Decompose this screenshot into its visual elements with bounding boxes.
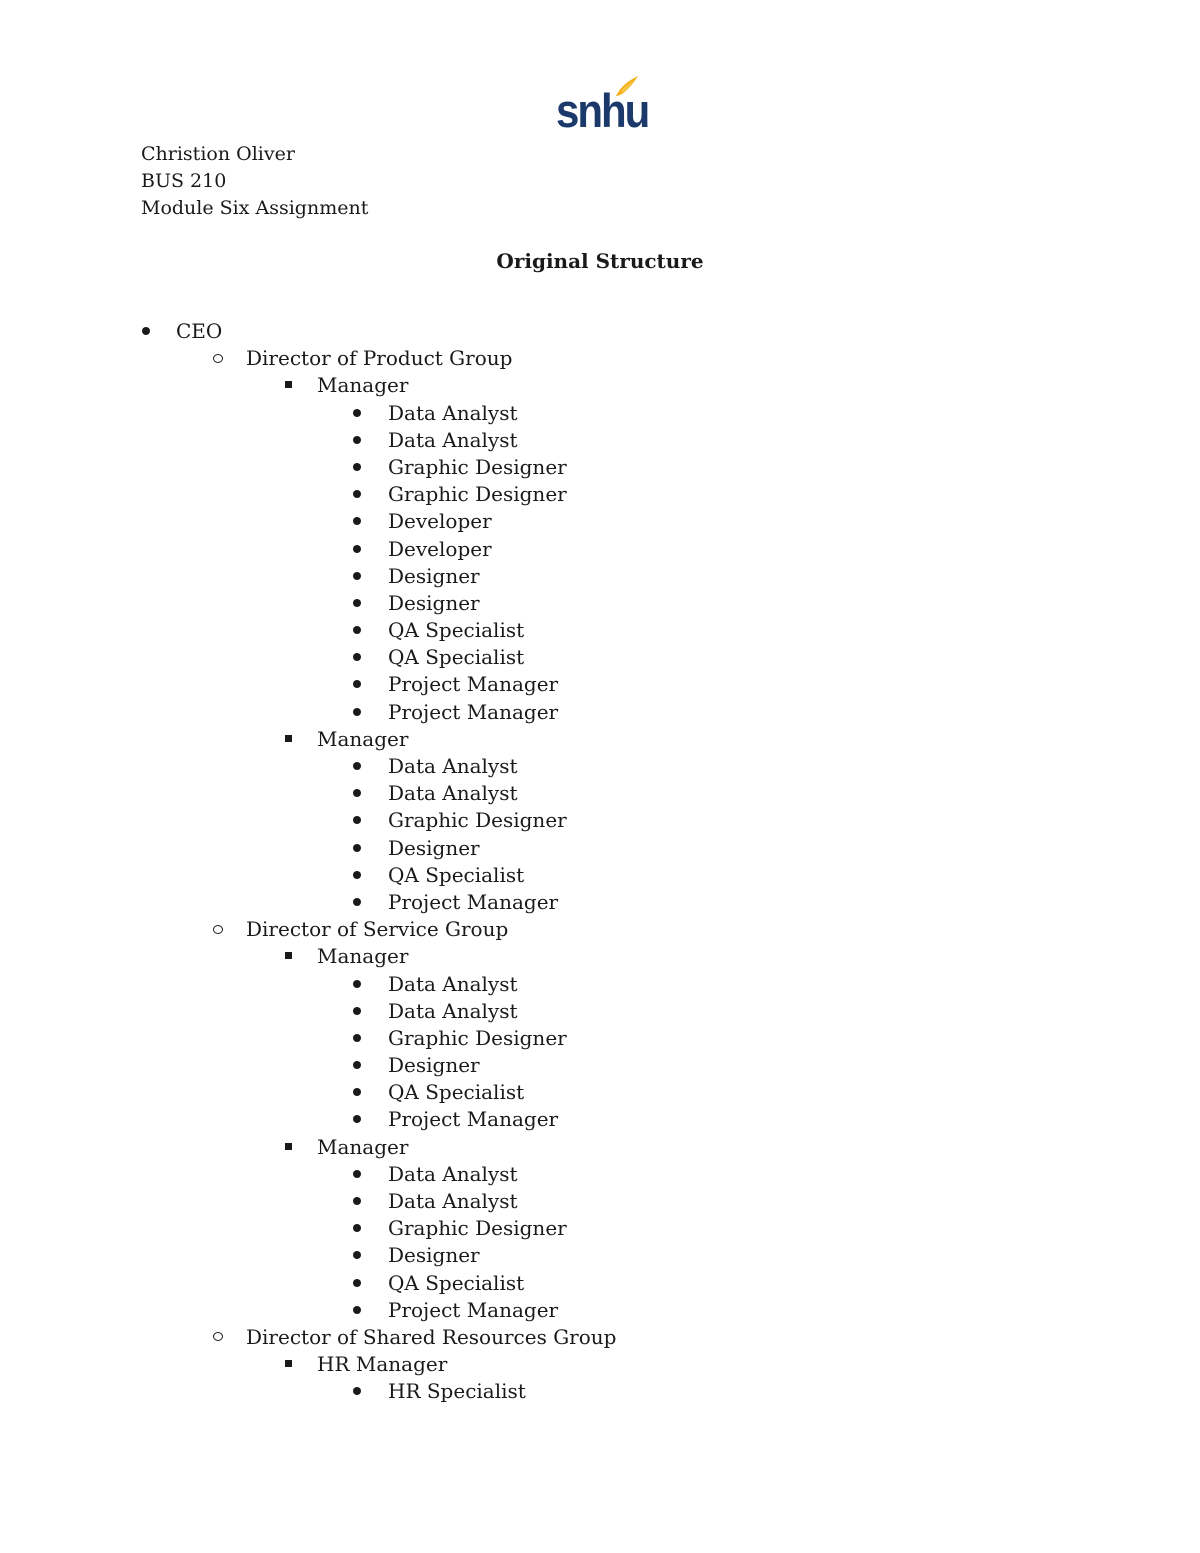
bullet-dot-icon xyxy=(347,1079,367,1106)
outline-item-label: Data Analyst xyxy=(388,1161,518,1186)
outline-item-level-3 xyxy=(0,1079,1200,1106)
outline-item-level-3 xyxy=(0,807,1200,834)
outline-item-level-2 xyxy=(0,943,1200,970)
outline-item-level-3 xyxy=(0,835,1200,862)
bullet-square-icon xyxy=(278,1134,298,1161)
bullet-dot-icon xyxy=(347,998,367,1025)
outline-item-level-3 xyxy=(0,454,1200,481)
bullet-ring-icon xyxy=(208,916,228,943)
bullet-dot-icon xyxy=(347,1215,367,1242)
outline-item-label: Developer xyxy=(388,536,492,561)
bullet-square-icon xyxy=(278,726,298,753)
bullet-dot-icon xyxy=(347,1242,367,1269)
outline-item-label: Designer xyxy=(388,590,480,615)
bullet-dot-icon xyxy=(347,644,367,671)
outline-item-level-3 xyxy=(0,427,1200,454)
outline-item-label: Designer xyxy=(388,563,480,588)
bullet-dot-icon xyxy=(347,671,367,698)
outline-item-level-1 xyxy=(0,345,1200,372)
outline-item-label: Graphic Designer xyxy=(388,1216,567,1241)
outline-item-level-3 xyxy=(0,1215,1200,1242)
bullet-dot-icon xyxy=(347,1161,367,1188)
outline-item-level-3 xyxy=(0,1106,1200,1133)
outline-item-level-3 xyxy=(0,671,1200,698)
outline-item-label: CEO xyxy=(176,319,223,343)
author-name: Christion Oliver xyxy=(141,143,295,165)
outline-item-label: Data Analyst xyxy=(388,427,518,452)
page-title: Original Structure xyxy=(496,249,704,273)
bullet-dot-icon xyxy=(347,835,367,862)
outline-item-level-3 xyxy=(0,753,1200,780)
outline-item-label: Graphic Designer xyxy=(388,808,567,833)
outline-item-label: Data Analyst xyxy=(388,971,518,996)
bullet-dot-icon xyxy=(347,699,367,726)
outline-item-level-2 xyxy=(0,1351,1200,1378)
logo-wordmark: snhu xyxy=(556,84,649,138)
outline-item-level-3 xyxy=(0,1052,1200,1079)
outline-item-level-3 xyxy=(0,1270,1200,1297)
outline-item-level-3 xyxy=(0,508,1200,535)
bullet-dot-icon xyxy=(347,1297,367,1324)
outline-item-level-2 xyxy=(0,1134,1200,1161)
outline-item-label: Project Manager xyxy=(388,889,559,914)
outline-item-level-3 xyxy=(0,400,1200,427)
bullet-dot-icon xyxy=(347,1378,367,1405)
outline-item-label: Data Analyst xyxy=(388,754,518,778)
outline-item-level-3 xyxy=(0,590,1200,617)
outline-item-label: QA Specialist xyxy=(388,618,525,643)
outline-item-label: Data Analyst xyxy=(388,998,518,1023)
outline-item-level-2 xyxy=(0,726,1200,753)
outline-item-level-3 xyxy=(0,1188,1200,1215)
outline-item-level-3 xyxy=(0,617,1200,644)
outline-item-level-3 xyxy=(0,644,1200,671)
outline-item-level-3 xyxy=(0,1297,1200,1324)
bullet-dot-icon xyxy=(347,1270,367,1297)
bullet-dot-icon xyxy=(347,1052,367,1079)
outline-item-label: QA Specialist xyxy=(388,1080,525,1105)
bullet-dot-icon xyxy=(347,1025,367,1052)
bullet-dot-icon xyxy=(347,862,367,889)
outline-item-level-1 xyxy=(0,916,1200,943)
outline-item-level-1 xyxy=(0,1324,1200,1351)
bullet-dot-icon xyxy=(347,454,367,481)
outline-item-label: Project Manager xyxy=(388,672,559,697)
bullet-dot-icon xyxy=(347,427,367,454)
outline-item-label: QA Specialist xyxy=(388,862,525,887)
outline-item-level-3 xyxy=(0,536,1200,563)
outline-item-level-2 xyxy=(0,372,1200,399)
bullet-dot-icon xyxy=(347,971,367,998)
outline-item-label: QA Specialist xyxy=(388,1270,525,1295)
outline-item-level-3 xyxy=(0,971,1200,998)
outline-item-label: Data Analyst xyxy=(388,781,518,806)
outline-item-level-3 xyxy=(0,780,1200,807)
outline-item-level-3 xyxy=(0,1242,1200,1269)
course-code: BUS 210 xyxy=(141,170,227,192)
bullet-dot-icon xyxy=(347,563,367,590)
bullet-square-icon xyxy=(278,1351,298,1378)
outline-item-label: Project Manager xyxy=(388,1297,559,1322)
bullet-dot-icon xyxy=(347,400,367,427)
outline-item-label: Data Analyst xyxy=(388,1189,518,1213)
bullet-dot-icon xyxy=(347,536,367,563)
outline-item-label: Manager xyxy=(317,726,409,751)
bullet-dot-icon xyxy=(347,889,367,916)
bullet-square-icon xyxy=(278,372,298,399)
outline-item-label: Project Manager xyxy=(388,699,559,724)
bullet-ring-icon xyxy=(208,345,228,372)
outline-item-level-3 xyxy=(0,998,1200,1025)
outline-item-label: Graphic Designer xyxy=(388,1025,567,1050)
outline-item-label: Developer xyxy=(388,509,492,534)
outline-item-label: Graphic Designer xyxy=(388,454,567,479)
bullet-dot-icon xyxy=(136,318,156,345)
outline-item-label: Manager xyxy=(317,944,409,969)
document-header xyxy=(141,141,368,222)
outline-item-level-3 xyxy=(0,699,1200,726)
outline-item-level-3 xyxy=(0,1161,1200,1188)
outline-item-level-3 xyxy=(0,563,1200,590)
outline-item-label: Designer xyxy=(388,1053,480,1078)
outline-item-level-3 xyxy=(0,1378,1200,1405)
outline-item-level-3 xyxy=(0,481,1200,508)
outline-item-label: Director of Product Group xyxy=(246,346,513,371)
assignment-name: Module Six Assignment xyxy=(141,197,369,219)
org-structure-outline xyxy=(0,318,1200,1406)
bullet-dot-icon xyxy=(347,1188,367,1215)
outline-item-label: Director of Shared Resources Group xyxy=(246,1324,617,1349)
outline-item-label: Project Manager xyxy=(388,1107,559,1132)
outline-item-label: Director of Service Group xyxy=(246,917,509,942)
bullet-dot-icon xyxy=(347,753,367,780)
outline-item-label: Manager xyxy=(317,373,409,398)
bullet-dot-icon xyxy=(347,481,367,508)
outline-item-level-3 xyxy=(0,1025,1200,1052)
outline-item-label: Data Analyst xyxy=(388,400,518,425)
outline-item-level-3 xyxy=(0,889,1200,916)
bullet-dot-icon xyxy=(347,590,367,617)
bullet-dot-icon xyxy=(347,780,367,807)
outline-item-label: Designer xyxy=(388,1243,480,1268)
outline-item-label: HR Manager xyxy=(317,1352,448,1377)
outline-item-label: Manager xyxy=(317,1134,409,1159)
outline-item-label: Designer xyxy=(388,835,480,860)
outline-item-level-0 xyxy=(0,318,1200,345)
outline-item-label: Graphic Designer xyxy=(388,482,567,507)
bullet-dot-icon xyxy=(347,1106,367,1133)
bullet-square-icon xyxy=(278,943,298,970)
bullet-dot-icon xyxy=(347,807,367,834)
outline-item-label: HR Specialist xyxy=(388,1379,526,1404)
bullet-dot-icon xyxy=(347,617,367,644)
outline-item-level-3 xyxy=(0,862,1200,889)
bullet-dot-icon xyxy=(347,508,367,535)
outline-item-label: QA Specialist xyxy=(388,645,525,670)
snhu-logo xyxy=(556,74,649,138)
bullet-ring-icon xyxy=(208,1324,228,1351)
